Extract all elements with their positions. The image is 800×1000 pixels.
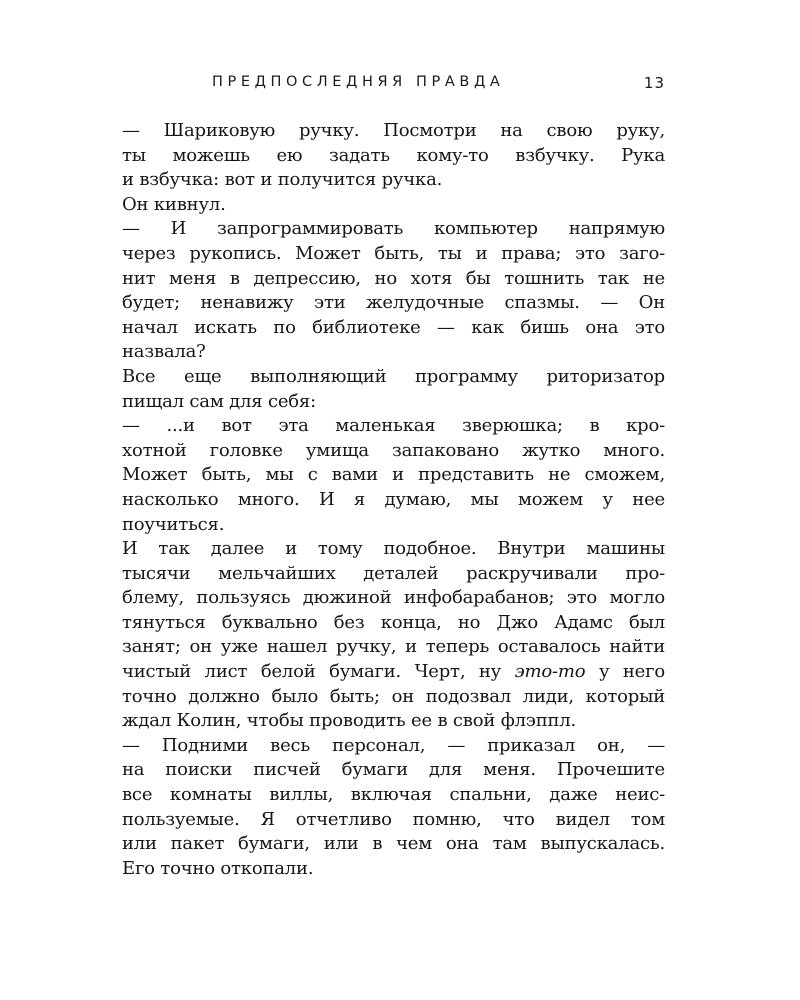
text-line: Все еще выполняющий программу риторизатор [122, 365, 665, 387]
running-header [122, 74, 665, 98]
text-line: нит меня в депрессию, но хотя бы тошнить так не [122, 267, 665, 289]
text-line: — И запрограммировать компьютер напрямую [122, 218, 665, 240]
running-title: ПРЕДПОСЛЕДНЯЯ ПРАВДА [212, 74, 505, 90]
text-segment: у него [585, 661, 666, 683]
text-line: ждал Колин, чтобы проводить ее в свой флэппл. [122, 710, 577, 732]
text-line: через рукопись. Может быть, ты и права; это заго- [122, 242, 665, 264]
text-line: и взбучка: вот и получится ручка. [122, 169, 443, 191]
text-line: И так далее и тому подобное. Внутри машины [122, 538, 665, 560]
text-line: хотной головке умища запаковано жутко много. [122, 439, 665, 461]
text-line: — ...и вот эта маленькая зверюшка; в кро- [122, 415, 665, 437]
text-line: будет; ненавижу эти желудочные спазмы. — Он [122, 292, 665, 314]
text-line: начал искать по библиотеке — как бишь она это [122, 316, 665, 338]
text-line: блему, пользуясь дюжиной инфобарабанов; это могло [122, 587, 665, 609]
text-line: тысячи мельчайших деталей раскручивали про- [122, 562, 665, 584]
text-line: пользуемые. Я отчетливо помню, что видел том [122, 808, 665, 830]
text-line: Он кивнул. [122, 193, 226, 215]
page-number: 13 [643, 74, 665, 92]
text-line-with-italic [122, 660, 665, 685]
text-line: все комнаты виллы, включая спальни, даже неис- [122, 784, 665, 806]
text-line: назвала? [122, 341, 206, 363]
text-line: на поиски писчей бумаги для меня. Прочешите [122, 759, 665, 781]
text-line: насколько много. И я думаю, мы можем у нее [122, 488, 665, 510]
text-line: точно должно было быть; он подозвал лиди, который [122, 685, 665, 707]
text-line: — Шариковую ручку. Посмотри на свою руку, [122, 120, 665, 141]
text-line: или пакет бумаги, или в чем она там выпускалась. [122, 833, 665, 855]
text-line: — Подними весь персонал, — приказал он, — [122, 734, 665, 756]
text-line: пищал сам для себя: [122, 390, 316, 412]
text-line: поучиться. [122, 513, 225, 535]
body-text [122, 119, 665, 881]
text-segment: чистый лист белой бумаги. Черт, ну [122, 661, 515, 683]
italic-emphasis: это-то [514, 661, 586, 683]
text-line: Может быть, мы с вами и представить не сможем, [122, 464, 665, 486]
text-line: Его точно откопали. [122, 857, 314, 879]
text-line: тянуться буквально без конца, но Джо Адамс был [122, 611, 665, 633]
text-line: занят; он уже нашел ручку, и теперь оставалось найти [122, 636, 665, 658]
text-line: ты можешь ею задать кому-то взбучку. Рука [122, 144, 665, 166]
